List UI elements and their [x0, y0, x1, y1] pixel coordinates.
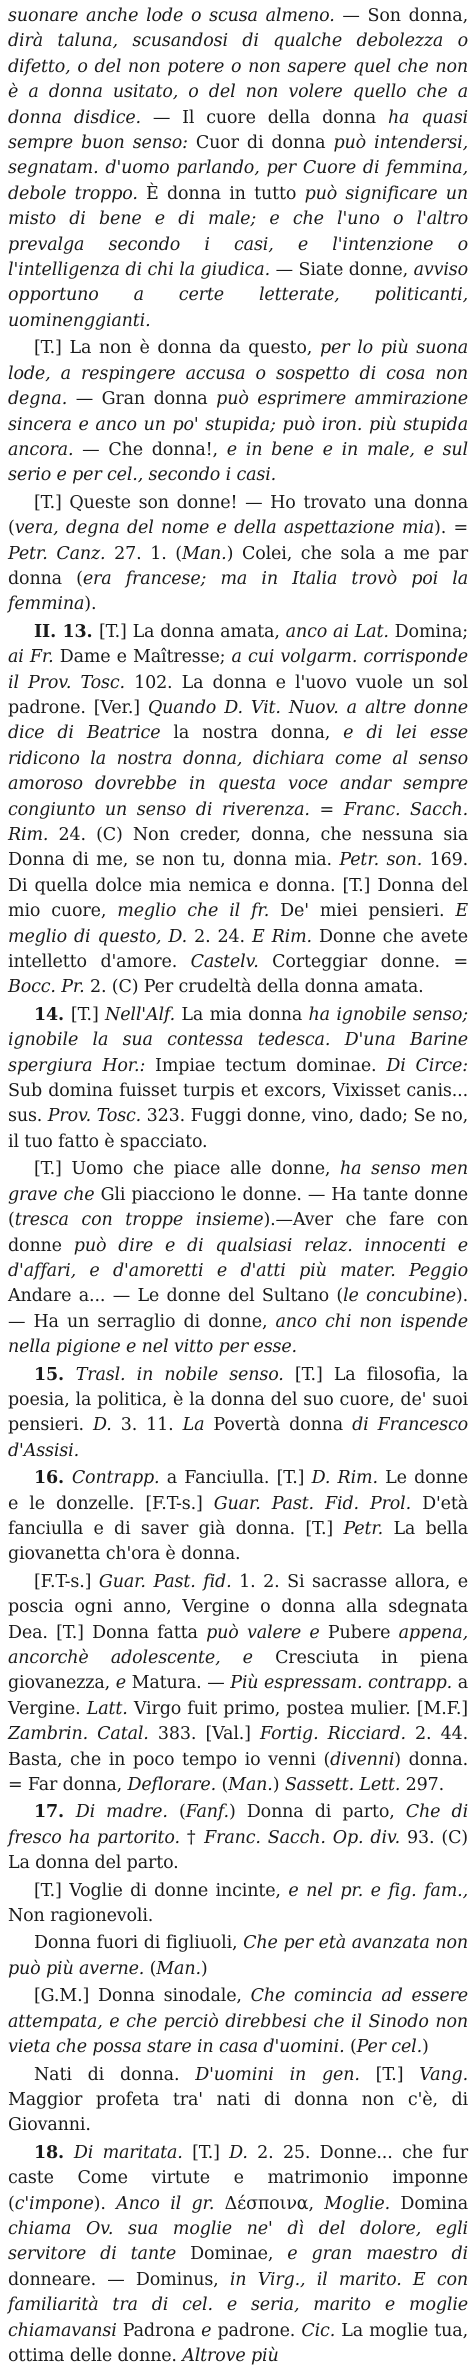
italic-text: Sassett. Lett. — [284, 1775, 401, 1796]
dictionary-paragraph — [8, 4, 468, 334]
text-run: Domina — [390, 2193, 468, 2214]
italic-text: e in bene e in male, e sul serio e per cel., secondo i casi. — [8, 439, 468, 486]
section-number: 14. — [34, 1004, 71, 1025]
text-run: Pubere — [319, 1622, 399, 1643]
italic-text: anco ai Lat. — [285, 621, 389, 642]
text-run: Cuor di donna — [187, 133, 334, 154]
italic-text: e di lei esse ridicono la nostra donna, dichiara come al senso amoroso dovrebbe in questa voce andar sempre congiunto un senso di riverenza. — [8, 723, 468, 820]
dictionary-paragraph — [8, 1800, 468, 1876]
text-run: — Son donna, — [334, 6, 469, 26]
italic-text: Vang. — [419, 2064, 468, 2085]
text-run: 297. — [400, 1775, 445, 1796]
text-run: la nostra donna, — [160, 723, 344, 744]
text-run: ). — [93, 2193, 117, 2214]
text-run: Δέσποινα, — [214, 2193, 325, 2214]
text-run: Povertà donna — [204, 1415, 353, 1436]
italic-text: Di Circe: — [386, 1055, 469, 1076]
italic-text: Nell'Alf. — [105, 1004, 176, 1025]
italic-text: Quando D. Vit. Nuov. a altre donne dice di Beatrice — [8, 697, 468, 744]
italic-text: a cui volgarm. corrisponde il Prov. Tosc. — [8, 647, 468, 693]
italic-text: di Francesco d'Assisi. — [8, 1415, 469, 1461]
italic-text: era francese; ma in Italia trovò poi la femmina — [8, 568, 468, 615]
text-run: [F.T-s.] — [34, 1571, 99, 1592]
italic-text: Petr. son. — [339, 850, 423, 871]
text-run: [T.] — [70, 1004, 106, 1025]
text-run: [T.] La donna amata, — [98, 621, 286, 642]
text-run: ( — [216, 1775, 229, 1796]
dictionary-paragraph — [8, 1931, 468, 1982]
section-number: 17. — [34, 1802, 76, 1823]
italic-text: può esprimere ammirazione sincera e anco un po' stupida; può iron. più stupida ancora. — [8, 389, 468, 460]
italic-text: e nel pr. e fig. fam., — [288, 1880, 468, 1901]
italic-text: avviso opportuno a certe letterate, politicanti, uominenggianti. — [8, 260, 468, 331]
italic-text: divenni — [330, 1749, 395, 1770]
text-run: a Fanciulla. [T.] — [159, 1468, 312, 1489]
italic-text: appena, ancorchè adolescente, e — [8, 1622, 469, 1668]
text-run: Domina; — [388, 621, 468, 642]
italic-text: E meglio di questo, D. — [8, 901, 468, 947]
text-run: ) donna. = Far donna, — [8, 1749, 468, 1796]
italic-text: Prov. Tosc. — [47, 1106, 142, 1127]
italic-text: Franc. Sacch. Rim. — [8, 799, 468, 845]
text-run: — Gran donna — [67, 389, 217, 410]
text-run: Impiae tectum dominae. — [145, 1055, 387, 1076]
text-run: 383. [Val.] — [148, 1724, 261, 1745]
text-run: Nati di donna. — [34, 2064, 196, 2085]
text-run: De' miei pensieri. — [269, 901, 456, 922]
italic-text: Latt. — [86, 1698, 128, 1719]
text-run: 2. 44. Basta, che in poco tempo io venni ( — [8, 1724, 469, 1770]
italic-text: vera, degna del nome e della aspettazione mia — [14, 518, 435, 539]
dictionary-paragraph — [8, 491, 468, 618]
text-run: La bella giovanetta ch'ora è donna. — [8, 1518, 468, 1565]
text-run: — Siate donne, — [270, 260, 414, 281]
text-run: ). — Ha un serraglio di donne, — [8, 1286, 468, 1332]
italic-text: Guar. Past. Fid. Prol. — [213, 1493, 412, 1514]
text-run: Donna fuori di figliuoli, — [34, 1933, 244, 1954]
italic-text: D. — [93, 1415, 112, 1436]
italic-text: Per cel. — [356, 2037, 423, 2058]
text-run: 323. Fuggi donne, vino, dado; Se no, il tuo fatto è spacciato. — [8, 1106, 469, 1152]
text-run: 3. 11. — [111, 1415, 183, 1436]
text-run: — Che donna!, — [73, 439, 227, 460]
text-run: † — [179, 1827, 205, 1848]
text-run: 2. 25. Donne... che fur caste Come virtute e matrimonio imponne ( — [8, 2142, 468, 2214]
italic-text: E Rim. — [251, 926, 312, 947]
italic-text: Moglie. — [324, 2193, 391, 2214]
italic-text: Trasl. in nobile senso. — [75, 1364, 284, 1385]
italic-text: Castelv. — [190, 952, 259, 973]
dictionary-paragraph — [8, 1466, 468, 1568]
text-run: Corteggiar donne. = — [258, 952, 468, 973]
italic-text: Di madre. — [75, 1802, 168, 1823]
dictionary-paragraph — [8, 2141, 468, 2369]
italic-text: La — [182, 1415, 205, 1436]
italic-text: può intendersi, segnatam. d'uomo parlando, per Cuore di femmina, debole troppo. — [8, 133, 468, 204]
text-run: Dominae, — [176, 2244, 288, 2265]
text-run: D'età fanciulla e di saver già donna. [T.] — [8, 1493, 469, 1539]
dictionary-paragraph — [8, 336, 468, 488]
italic-text: Di maritata. — [73, 2142, 183, 2163]
text-run: [T.] Queste son donne! — Ho trovato una donna ( — [8, 492, 468, 539]
text-run: 2. 24. — [187, 926, 252, 947]
text-run: — Il cuore della donna — [140, 107, 388, 128]
italic-text: Man. — [156, 1958, 201, 1979]
italic-text: Deflorare. — [127, 1775, 217, 1796]
dictionary-paragraph — [8, 1003, 468, 1155]
dictionary-paragraph — [8, 1984, 468, 2060]
italic-text: anco chi non ispende nella pigione e nel vitto per esse. — [8, 1311, 468, 1358]
text-run: Matura. — — [125, 1673, 231, 1694]
text-run: Non ragionevoli. — [8, 1906, 154, 1927]
italic-text: Più espressam. contrapp. — [230, 1673, 453, 1694]
text-run: [T.] — [359, 2064, 420, 2085]
text-run: padrone. — [211, 2320, 302, 2341]
italic-text: ha quasi sempre buon senso: — [8, 107, 468, 154]
italic-text: Che per età avanzata non può più averne. — [8, 1933, 468, 1979]
text-run: donneare. — Dominus, — [8, 2269, 230, 2290]
italic-text: meglio che il fr. — [117, 901, 270, 922]
italic-text: Man. — [182, 543, 227, 564]
text-run: Donne che avete intelletto d'amore. — [8, 926, 468, 973]
italic-text: chiama Ov. sua moglie ne' dì del dolore, egli servitore di tante — [8, 2218, 468, 2265]
text-run: [G.M.] Donna sinodale, — [34, 1986, 251, 2007]
text-run: Sub domina fuisset turpis et excors, Vixisset canis... sus. — [8, 1081, 468, 1127]
text-run: 27. 1. ( — [105, 543, 182, 564]
italic-text: e — [115, 1673, 126, 1694]
italic-text: D. Rim. — [311, 1468, 378, 1489]
text-run: a Vergine. — [8, 1673, 468, 1719]
text-run: Andare a... — Le donne del Sultano ( — [8, 1286, 344, 1307]
text-run: 93. (C) La donna del parto. — [8, 1827, 468, 1874]
text-run: La mia donna — [175, 1004, 309, 1025]
italic-text: Petr. — [343, 1518, 384, 1539]
italic-text: ha ignobile senso; ignobile la sua contessa tedesca. D'una Barine spergiura Hor.: — [8, 1004, 468, 1076]
text-run: 1. 2. Si sacrasse allora, e poscia ogni anno, Vergine o donna alla sdegnata Dea. [T.] Donna fatta — [8, 1571, 468, 1643]
text-run: [T.] Voglie di donne incinte, — [34, 1880, 289, 1901]
italic-text: le concubine — [343, 1286, 456, 1307]
italic-text: Zambrin. Catal. — [8, 1724, 149, 1745]
italic-text: può significare un misto di bene e di male; e che l'uno o l'altro prevalga secondo i casi, e l'intenzione o l'intelligenza di chi la giudica. — [8, 183, 468, 281]
dictionary-paragraph — [8, 2063, 468, 2139]
text-run: ). — [84, 594, 97, 615]
text-run: 24. (C) Non creder, donna, che nessuna sia Donna di me, se non tu, donna mia. — [8, 825, 468, 871]
italic-text: Che di fresco ha partorito. — [8, 1802, 469, 1848]
italic-text: Fanf. — [185, 1802, 229, 1823]
text-run: [T.] — [182, 2142, 230, 2163]
section-number: 16. — [34, 1468, 72, 1489]
text-run: La moglie tua, ottima delle donne. — [8, 2320, 468, 2366]
text-run: ) Donna di parto, — [228, 1802, 406, 1823]
italic-text: Altrove più — [182, 2345, 279, 2366]
text-run: Gli piacciono le donne. — Ha tante donne ( — [8, 1184, 468, 1231]
text-run: 102. La donna e l'uovo vuole un sol padrone. [Ver.] — [8, 672, 468, 718]
text-run: 2. (C) Per crudeltà della donna amata. — [84, 977, 424, 998]
section-number: II. 13. — [34, 621, 99, 642]
dictionary-paragraph — [8, 1879, 468, 1930]
text-run: ) Colei, che sola a me par donna ( — [8, 543, 468, 589]
italic-text: dirà taluna, scusandosi di qualche debolezza o difetto, o del non potere o non sapere quel che non è a donna usitato, o del non volere quello che a donna disdice. — [8, 31, 468, 128]
italic-text: può valere e — [206, 1622, 320, 1643]
text-run: ( — [144, 1958, 157, 1979]
dictionary-paragraph — [8, 1570, 468, 1799]
text-run: ) — [272, 1775, 285, 1796]
italic-text: Contrapp. — [71, 1468, 160, 1489]
dictionary-paragraph — [8, 620, 468, 1001]
italic-text: Petr. Canz. — [8, 543, 106, 564]
text-run: ).—Aver che fare con donne — [8, 1210, 468, 1256]
text-run: [T.] Uomo che piace alle donne, — [34, 1159, 341, 1180]
italic-text: può dire e di qualsiasi relaz. innocenti e d'affari, e d'amoretti e d'atti più mater. Peggio — [8, 1235, 468, 1281]
text-run: = — [309, 799, 344, 820]
text-run: Dame e Maîtresse; — [53, 647, 232, 668]
text-run: ( — [167, 1802, 186, 1823]
italic-text: Anco il gr. — [116, 2193, 215, 2214]
text-run: ) — [422, 2037, 429, 2058]
text-run: ( — [344, 2037, 357, 2058]
text-run: [T.] La filosofia, la poesia, la politica, è la donna del suo cuore, de' suoi pensieri. — [8, 1364, 468, 1436]
italic-text: Man. — [228, 1775, 273, 1796]
italic-text: e — [201, 2320, 212, 2341]
text-run: 169. Di quella dolce mia nemica e donna. [T.] Donna del mio cuore, — [8, 850, 468, 922]
italic-text: c'impone — [14, 2193, 94, 2214]
italic-text: in Virg., il marito. E con familiarità tra di cel. e seria, marito e moglie chiamavansi — [8, 2269, 468, 2341]
text-run: ). = — [434, 518, 468, 539]
text-run: [T.] La non è donna da questo, — [34, 338, 320, 359]
section-number: 18. — [34, 2142, 74, 2163]
text-run: Padrona — [116, 2320, 202, 2341]
dictionary-paragraph — [8, 1363, 468, 1465]
italic-text: suonare anche lode o scusa almeno. — [8, 6, 335, 26]
text-run: Le donne e le donzelle. [F.T-s.] — [8, 1468, 468, 1514]
italic-text: e gran maestro di — [287, 2244, 468, 2265]
italic-text: ai Fr. — [8, 647, 54, 668]
text-run: Cresciuta in piena giovanezza, — [8, 1648, 468, 1694]
italic-text: Che comincia ad essere attempata, e che perciò direbbesi che il Sinodo non vieta che possa stare in casa d'uomini. — [8, 1986, 468, 2058]
text-run: Maggior profeta tra' nati di donna non c'è, di Giovanni. — [8, 2089, 468, 2136]
italic-text: Franc. Sacch. Op. div. — [204, 1827, 400, 1848]
text-run: ) — [200, 1958, 208, 1979]
text-run: È donna in tutto — [137, 183, 305, 204]
italic-text: ha senso men grave che — [8, 1159, 468, 1205]
section-number: 15. — [34, 1364, 76, 1385]
italic-text: Bocc. Pr. — [8, 977, 85, 998]
italic-text: Fortig. Ricciard. — [260, 1724, 406, 1745]
dictionary-paragraph — [8, 1157, 468, 1360]
italic-text: D'uomini in gen. — [195, 2064, 360, 2085]
italic-text: Guar. Past. fid. — [98, 1571, 232, 1592]
italic-text: tresca con troppe insieme — [14, 1210, 264, 1231]
italic-text: Cic. — [301, 2320, 336, 2341]
text-run: Virgo fuit primo, postea mulier. [M.F.] — [127, 1698, 468, 1719]
italic-text: D. — [229, 2142, 248, 2163]
italic-text: per lo più suona lode, a respingere accusa o sospetto di cosa non degna. — [8, 338, 468, 410]
